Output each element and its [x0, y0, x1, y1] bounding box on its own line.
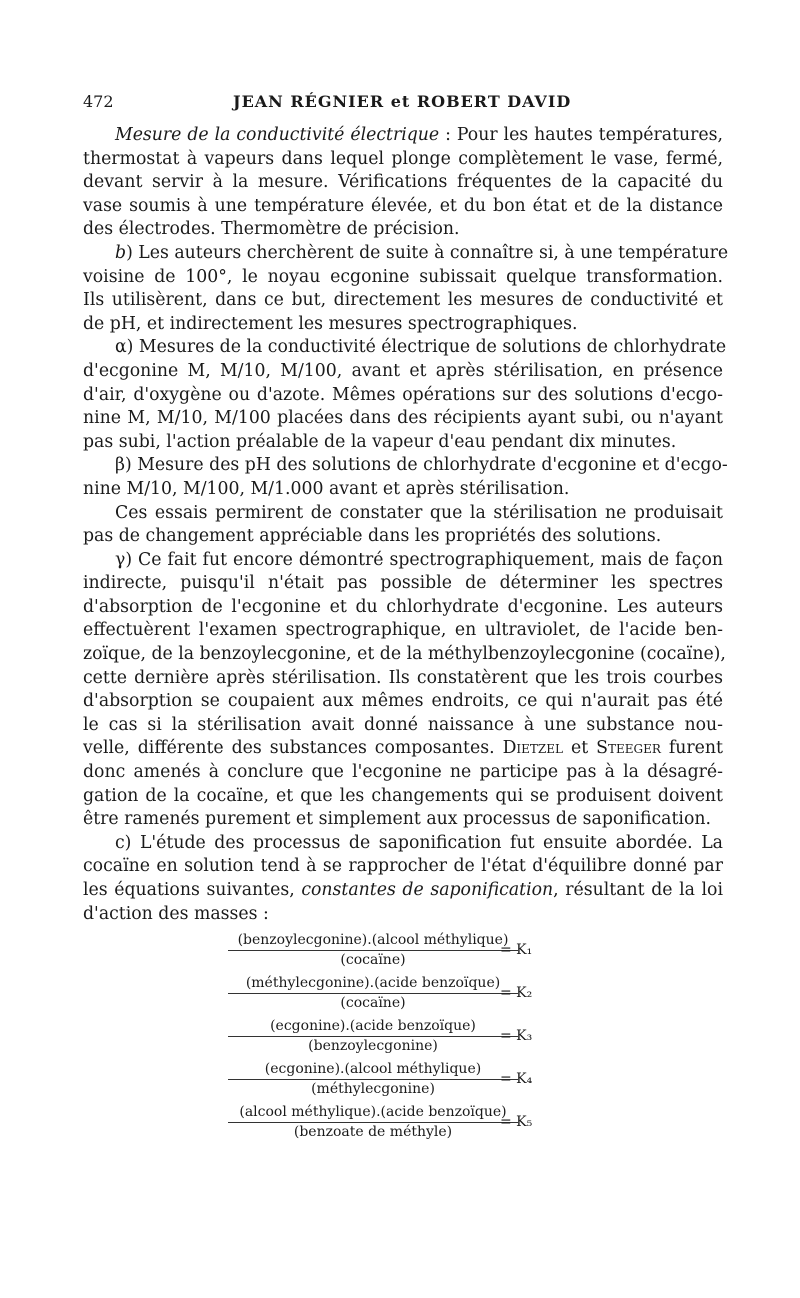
text-run: les équations suivantes, — [83, 880, 302, 900]
text-run: velle, différente des substances composantes. — [83, 738, 495, 759]
body-text — [83, 124, 729, 926]
text-line: pas subi, l'action préalable de la vapeur d'eau pendant dix minutes. — [83, 431, 677, 452]
text-line: effectuèrent l'examen spectrographique, en ultraviolet, de l'acide ben- — [83, 620, 723, 641]
equation-1 — [228, 932, 558, 975]
numerator: (alcool méthylique).(acide benzoïque) — [239, 1104, 507, 1120]
text-line: devant servir à la mesure. Vérifications fréquentes de la capacité du — [83, 172, 723, 193]
text-line: des électrodes. Thermomètre de précision. — [83, 219, 460, 240]
text-line — [83, 737, 723, 761]
section-heading: Mesure de la conductivité électrique — [115, 125, 440, 145]
text-line: d'absorption se coupaient aux mêmes endroits, ce qui n'aurait pas été — [83, 691, 723, 712]
text-line: d'ecgonine M, M/10, M/100, avant et après stérilisation, en présence — [83, 360, 723, 381]
numerator: (benzoylecgonine).(alcool méthylique) — [237, 932, 509, 948]
text-run — [495, 738, 503, 758]
text-line: gation de la cocaïne, et que les changements qui se produisent doivent — [83, 785, 723, 806]
text-line: donc amenés à conclure que l'ecgonine ne participe pas à la désagré- — [83, 762, 723, 783]
numerator: (ecgonine).(alcool méthylique) — [264, 1061, 482, 1077]
text-line: être ramenés purement et simplement aux processus de saponification. — [83, 809, 711, 830]
text-run: et — [563, 738, 597, 759]
constant: = K₁ — [500, 942, 533, 958]
text-line: vase soumis à une température élevée, et du bon état et de la distance — [83, 195, 723, 216]
text-line: zoïque, de la benzoylecgonine, et de la méthylbenzoylecgonine (cocaïne), — [83, 644, 726, 665]
text-line: nine M/10, M/100, M/1.000 avant et après stérilisation. — [83, 478, 570, 499]
text-line: indirecte, puisqu'il n'était pas possible de déterminer les spectres — [83, 573, 723, 594]
constant: = K₄ — [500, 1071, 533, 1087]
equation-5 — [228, 1104, 558, 1147]
text-line — [83, 336, 727, 360]
equations-block — [228, 932, 558, 1147]
text-line: nine M, M/10, M/100 placées dans des récipients ayant subi, ou n'ayant — [83, 408, 723, 429]
text-line — [83, 124, 723, 148]
text-line: pas de changement appréciable dans les propriétés des solutions. — [83, 526, 662, 547]
text-line: thermostat à vapeurs dans lequel plonge complètement le vase, fermé, — [83, 148, 723, 169]
text-line: cette dernière après stérilisation. Ils constatèrent que les trois courbes — [83, 667, 723, 688]
text-line — [83, 502, 723, 526]
denominator: (cocaïne) — [340, 995, 406, 1011]
text-line: Ils utilisèrent, dans ce but, directement les mesures de conductivité et — [83, 290, 723, 311]
numerator: (ecgonine).(acide benzoïque) — [270, 1018, 476, 1034]
list-marker: b — [115, 242, 127, 263]
text-line: voisine de 100°, le noyau ecgonine subissait quelque transformation. — [83, 266, 723, 287]
author-name: Dietzel — [502, 738, 564, 759]
text-run: furent — [660, 738, 723, 759]
equation-2 — [228, 975, 558, 1018]
text-run: Ces essais permirent de constater que la stérilisation ne produisait — [115, 502, 723, 523]
author-name: Steeger — [596, 738, 661, 759]
equation-3 — [228, 1018, 558, 1061]
equation-4 — [228, 1061, 558, 1104]
text-run: ) Les auteurs cherchèrent de suite à connaître si, à une température — [126, 242, 729, 263]
text-line — [83, 549, 723, 573]
text-line: cocaïne en solution tend à se rapprocher de l'état d'équilibre donné par — [83, 856, 723, 877]
page-header — [83, 92, 723, 116]
running-head: JEAN RÉGNIER et ROBERT DAVID — [233, 92, 572, 111]
emphasis: constantes de saponification — [301, 880, 554, 900]
text-run: α) Mesures de la conductivité électrique de solutions de chlorhydrate — [115, 337, 727, 358]
text-line: d'action des masses : — [83, 903, 269, 924]
text-run: , résultant de la loi — [553, 880, 723, 900]
constant: = K₅ — [500, 1114, 533, 1130]
constant: = K₃ — [500, 1028, 533, 1044]
text-run: β) Mesure des pH des solutions de chlorhydrate d'ecgonine et d'ecgo- — [115, 455, 728, 476]
text-run: γ) Ce fait fut encore démontré spectrographiquement, mais de façon — [115, 549, 723, 570]
text-run: : Pour les hautes températures, — [439, 125, 724, 145]
denominator: (benzoate de méthyle) — [293, 1124, 453, 1140]
text-line: d'air, d'oxygène ou d'azote. Mêmes opérations sur des solutions d'ecgo- — [83, 384, 723, 405]
numerator: (méthylecgonine).(acide benzoïque) — [245, 975, 501, 991]
text-line — [83, 879, 723, 903]
text-line — [83, 832, 723, 856]
denominator: (benzoylecgonine) — [308, 1038, 438, 1054]
text-line: d'absorption de l'ecgonine et du chlorhydrate d'ecgonine. Les auteurs — [83, 596, 723, 617]
constant: = K₂ — [500, 985, 533, 1001]
denominator: (cocaïne) — [340, 952, 406, 968]
text-line — [83, 454, 728, 478]
denominator: (méthylecgonine) — [311, 1081, 435, 1097]
text-run: c) L'étude des processus de saponification fut ensuite abordée. La — [115, 832, 723, 853]
text-line — [83, 242, 729, 266]
page-number: 472 — [83, 92, 114, 111]
text-line: de pH, et indirectement les mesures spectrographiques. — [83, 313, 578, 334]
text-line: le cas si la stérilisation avait donné naissance à une substance nou- — [83, 714, 723, 735]
